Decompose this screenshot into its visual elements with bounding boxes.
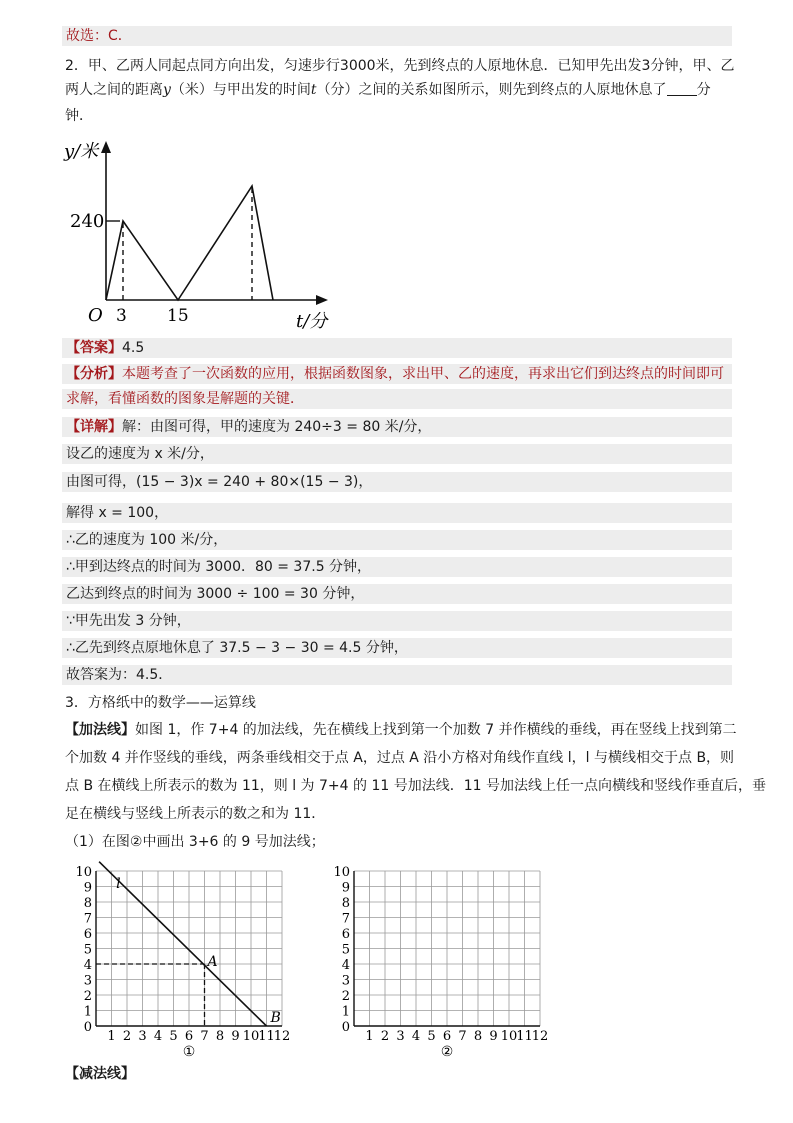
detail-line-8 (62, 611, 732, 631)
grid-x-tick-label: 6 (442, 1029, 452, 1044)
figure-caption: ② (440, 1044, 454, 1058)
grid-x-tick-label: 1 (365, 1029, 374, 1044)
detail-text-5: ∴乙的速度为 100 米/分， (66, 532, 228, 548)
previous-answer (62, 26, 732, 46)
grid-y-tick-label: 3 (341, 973, 350, 989)
figure-2-empty-grid (318, 858, 548, 1058)
detail-line-5 (62, 530, 732, 550)
detail-line-3 (62, 472, 732, 492)
detail-text-1: 解：由图可得，甲的速度为 240÷3 = 80 米/分， (122, 419, 432, 435)
grid-y-tick-label: 1 (341, 1004, 350, 1020)
grid-x-tick-label: 11 (258, 1029, 275, 1044)
detail-text-8: ∵甲先出发 3 分钟， (66, 613, 191, 629)
graph-tick-240: 240 (70, 211, 105, 232)
line-label-l: l (116, 876, 121, 893)
analysis-tag: 【分析】 (66, 366, 122, 382)
point-label-a: A (207, 954, 218, 970)
grid-x-tick-label: 10 (242, 1029, 260, 1044)
detail-line-4 (62, 503, 732, 523)
grid-y-tick-label: 3 (83, 973, 92, 989)
q3-title-text: 3．方格纸中的数学——运算线 (65, 695, 256, 711)
grid-x-tick-label: 6 (184, 1029, 194, 1044)
q3-paragraph-4-text: 足在横线与竖线上所表示的数之和为 11． (65, 806, 326, 822)
grid-x-tick-label: 2 (380, 1029, 390, 1044)
detail-text-7: 乙达到终点的时间为 3000 ÷ 100 = 30 分钟， (66, 586, 365, 602)
q2-line-2c: （分）之间的关系如图所示，则先到终点的人原地休息了 (316, 82, 667, 98)
distance-time-graph (60, 135, 350, 335)
detail-line-9 (62, 638, 732, 658)
graph-tick-15: 15 (167, 306, 189, 326)
answer-value: 4.5 (122, 340, 145, 356)
grid-y-tick-label: 8 (341, 896, 350, 911)
detail-line-6 (62, 557, 732, 577)
grid-y-tick-label: 9 (83, 880, 92, 896)
grid-x-tick-label: 8 (215, 1029, 225, 1044)
q2-line-2a: 两人之间的距离 (65, 82, 163, 98)
grid-x-tick-label: 5 (427, 1029, 436, 1044)
graph-origin: O (88, 305, 103, 326)
detail-text-10: 故答案为：4.5． (66, 667, 173, 683)
q3-paragraph-2 (65, 748, 734, 768)
grid-x-tick-label: 7 (458, 1029, 467, 1044)
graph-x-arrow (316, 295, 328, 305)
grid-x-tick-label: 2 (122, 1029, 132, 1044)
grid-x-tick-label: 9 (489, 1029, 498, 1044)
grid-x-tick-label: 4 (153, 1029, 163, 1044)
grid-x-tick-label: 3 (138, 1029, 147, 1044)
answer-tag: 【答案】 (66, 340, 122, 356)
analysis-line-1 (62, 364, 732, 384)
detail-line-7 (62, 584, 732, 604)
detail-text-9: ∴乙先到终点原地休息了 37.5 − 3 − 30 = 4.5 分钟， (66, 640, 408, 656)
grid-y-tick-label: 5 (341, 942, 350, 958)
sub-line-heading (65, 1064, 135, 1084)
point-label-b: B (270, 1010, 281, 1026)
graph-y-arrow (101, 141, 111, 153)
analysis-line-2 (62, 389, 732, 409)
analysis-text-1: 本题考查了一次函数的应用，根据函数图象，求出甲、乙的速度，再求出它们到达终点的时间即可 (122, 366, 724, 382)
figure-1-add-line-grid (60, 858, 290, 1058)
answer-blank (667, 81, 697, 96)
detail-line-2 (62, 444, 732, 464)
grid-y-tick-label: 2 (341, 989, 350, 1004)
grid-x-tick-label: 12 (273, 1029, 290, 1044)
q3-paragraph-3 (65, 776, 766, 796)
grid-y-tick-label: 9 (341, 880, 350, 896)
grid-y-tick-label: 7 (83, 911, 92, 927)
detail-line-1 (62, 417, 732, 437)
q3-title (65, 693, 256, 713)
grid-y-tick-label: 10 (75, 865, 92, 880)
grid-x-tick-label: 4 (411, 1029, 421, 1044)
q3-sub-question-1-text: （1）在图②中画出 3+6 的 9 号加法线； (65, 834, 325, 850)
q2-var-t: t (310, 82, 317, 98)
detail-text-3: 由图可得，(15 − 3)x = 240 + 80×(15 − 3)， (66, 474, 373, 490)
q3-sub-question-1 (65, 832, 325, 852)
detail-text-4: 解得 x = 100， (66, 505, 169, 521)
q2-number: 2． (65, 58, 88, 74)
graph-y-label: y/米 (64, 141, 99, 162)
q2-line-2 (65, 80, 711, 100)
detail-tag: 【详解】 (66, 419, 122, 435)
previous-answer-text: 故选：C． (66, 28, 132, 44)
answer-line (62, 338, 732, 358)
grid-x-tick-label: 12 (531, 1029, 548, 1044)
grid-y-tick-label: 4 (341, 958, 350, 973)
q3-paragraph-4 (65, 804, 325, 824)
grid-x-tick-label: 5 (169, 1029, 178, 1044)
graph-tick-3: 3 (116, 306, 127, 326)
analysis-text-2: 求解，看懂函数的图象是解题的关键． (66, 391, 304, 407)
grid-y-tick-label: 10 (333, 865, 350, 880)
q3-paragraph-1-text: 如图 1，作 7+4 的加法线，先在横线上找到第一个加数 7 并作横线的垂线，再在竖线上找到第二 (135, 722, 737, 738)
add-line-tag: 【加法线】 (65, 722, 135, 738)
grid-x-tick-label: 3 (396, 1029, 405, 1044)
grid-y-tick-label: 6 (341, 927, 350, 942)
q3-paragraph-1 (65, 720, 737, 740)
grid-y-tick-label: 4 (83, 958, 92, 973)
detail-text-6: ∴甲到达终点的时间为 3000．80 = 37.5 分钟， (66, 559, 372, 575)
q3-paragraph-2-text: 个加数 4 并作竖线的垂线，两条垂线相交于点 A，过点 A 沿小方格对角线作直线 l，l 与横线相交于点 B，则 (65, 750, 735, 766)
q2-line-2d: 分 (696, 82, 711, 98)
graph-x-label: t/分 (296, 311, 328, 332)
detail-line-10 (62, 665, 732, 685)
grid-y-tick-label: 1 (83, 1004, 92, 1020)
q2-var-y: y (163, 82, 171, 98)
grid-x-tick-label: 1 (107, 1029, 116, 1044)
sub-line-tag: 【减法线】 (65, 1066, 135, 1082)
q2-line-1 (65, 56, 734, 76)
figure-caption: ① (182, 1044, 196, 1058)
grid-y-tick-label: 7 (341, 911, 350, 927)
q2-line-3 (65, 106, 93, 126)
q2-line-1-text: 甲、乙两人同起点同方向出发，匀速步行3000米，先到终点的人原地休息．已知甲先出发3分钟，甲、乙 (87, 58, 735, 74)
grid-y-tick-label: 6 (83, 927, 92, 942)
graph-distance-polyline (106, 186, 273, 300)
q2-line-3-text: 钟． (65, 108, 93, 124)
grid-x-tick-label: 11 (516, 1029, 533, 1044)
grid-x-tick-label: 8 (473, 1029, 483, 1044)
q2-line-2b: （米）与甲出发的时间 (170, 82, 311, 98)
grid-y-tick-label: 0 (83, 1020, 92, 1035)
grid-y-tick-label: 8 (83, 896, 92, 911)
detail-text-2: 设乙的速度为 x 米/分， (66, 446, 214, 462)
grid-x-tick-label: 7 (200, 1029, 209, 1044)
grid-x-tick-label: 9 (231, 1029, 240, 1044)
q3-paragraph-3-text: 点 B 在横线上所表示的数为 11，则 l 为 7+4 的 11 号加法线．11 号加法线上任一点向横线和竖线作垂直后，垂 (65, 778, 766, 794)
grid-y-tick-label: 0 (341, 1020, 350, 1035)
grid-y-tick-label: 5 (83, 942, 92, 958)
grid-y-tick-label: 2 (83, 989, 92, 1004)
grid-x-tick-label: 10 (500, 1029, 518, 1044)
